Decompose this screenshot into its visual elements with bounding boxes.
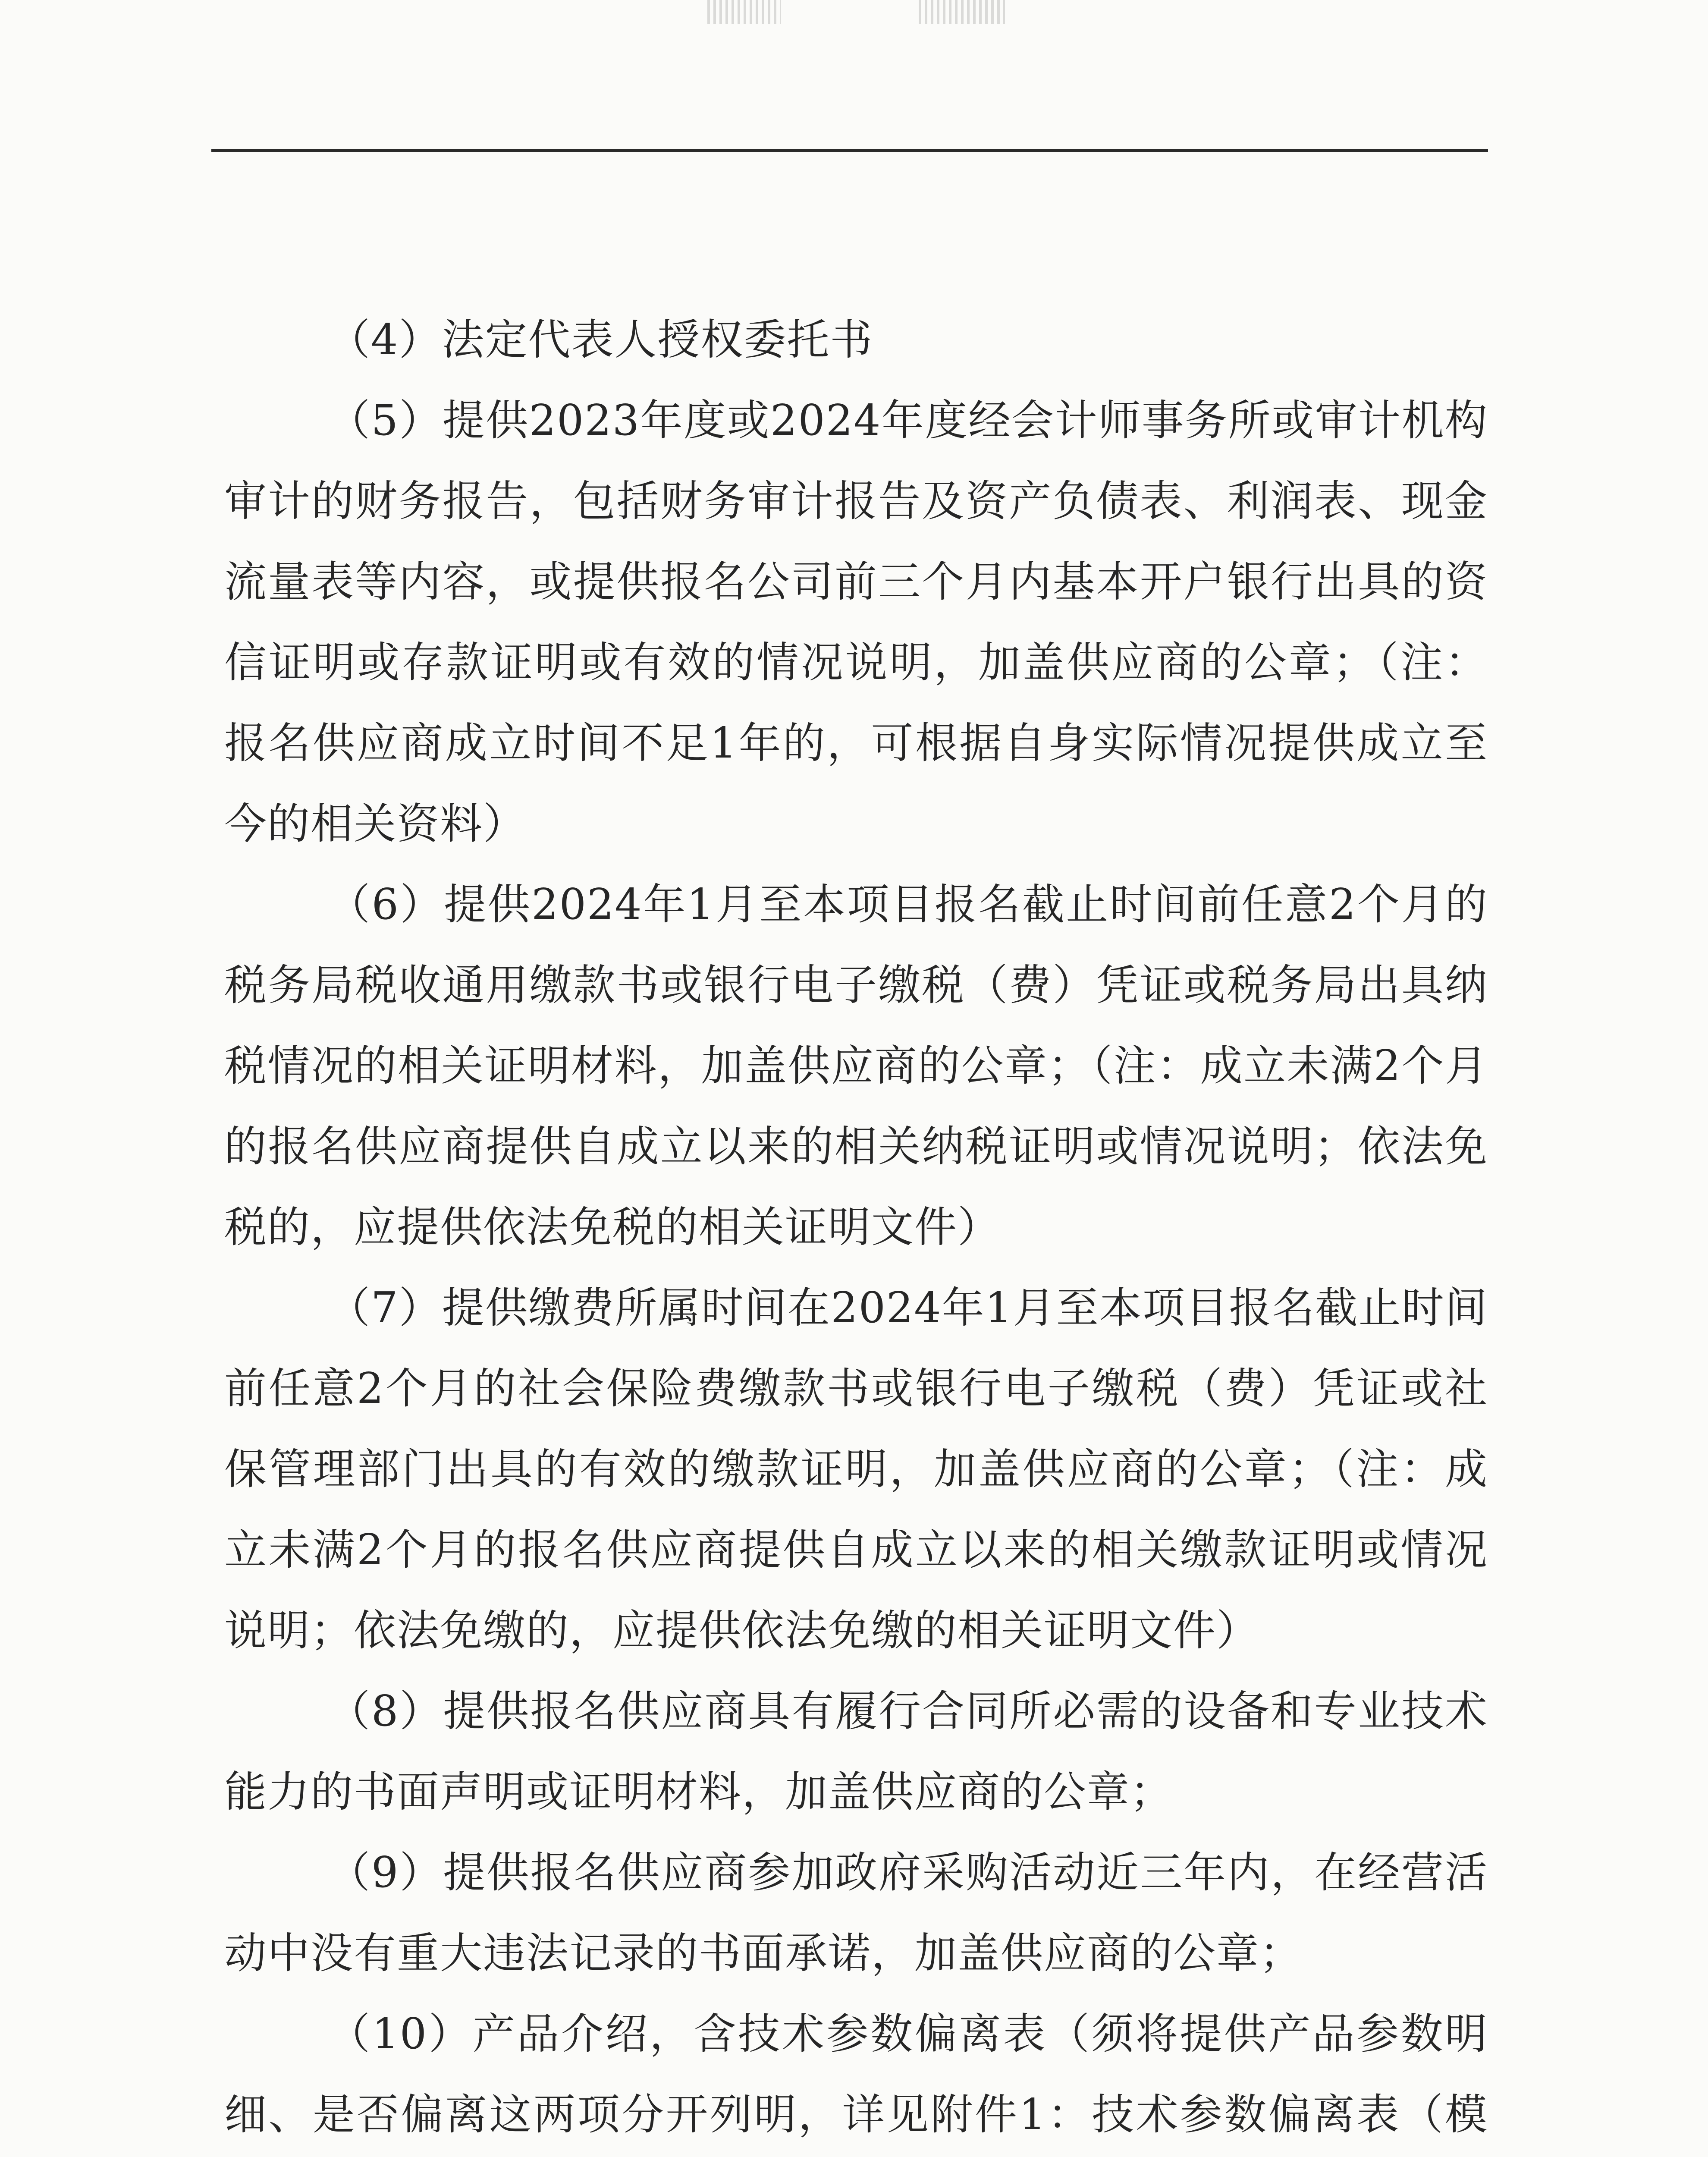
- clause-4: （4）法定代表人授权委托书: [328, 315, 873, 365]
- scan-artifact: [919, 0, 1005, 24]
- clause-9: （9）提供报名供应商参加政府采购活动近三年内，在经营活动中没有重大违法记录的书面承诺，加盖供应商的公章；: [224, 1848, 1488, 1978]
- clause-6: （6）提供2024年1月至本项目报名截止时间前任意2个月的税务局税收通用缴款书或银行电子缴税（费）凭证或税务局出具纳税情况的相关证明材料，加盖供应商的公章；（注：成立未满2个月的报名供应商提供自成立以来的相关纳税证明或情况说明；依法免税的，应提供依法免税的相关证明文件）: [224, 880, 1488, 1252]
- clause-8: （8）提供报名供应商具有履行合同所必需的设备和专业技术能力的书面声明或证明材料，加盖供应商的公章；: [224, 1687, 1488, 1817]
- clause-5: （5）提供2023年度或2024年度经会计师事务所或审计机构审计的财务报告，包括财务审计报告及资产负债表、利润表、现金流量表等内容，或提供报名公司前三个月内基本开户银行出具的资信证明或存款证明或有效的情况说明，加盖供应商的公章；（注：报名供应商成立时间不足1年的，可根据自身实际情况提供成立至今的相关资料）: [224, 396, 1488, 849]
- document-body: [224, 300, 1488, 2157]
- header-rule: [211, 149, 1488, 152]
- clause-10: （10）产品介绍，含技术参数偏离表（须将提供产品参数明细、是否偏离这两项分开列明，详见附件1：技术参数偏离表（模: [224, 2009, 1488, 2139]
- scan-artifact: [707, 0, 781, 24]
- clause-7: （7）提供缴费所属时间在2024年1月至本项目报名截止时间前任意2个月的社会保险费缴款书或银行电子缴税（费）凭证或社保管理部门出具的有效的缴款证明，加盖供应商的公章；（注：成立未满2个月的报名供应商提供自成立以来的相关缴款证明或情况说明；依法免缴的，应提供依法免缴的相关证明文件）: [224, 1283, 1488, 1655]
